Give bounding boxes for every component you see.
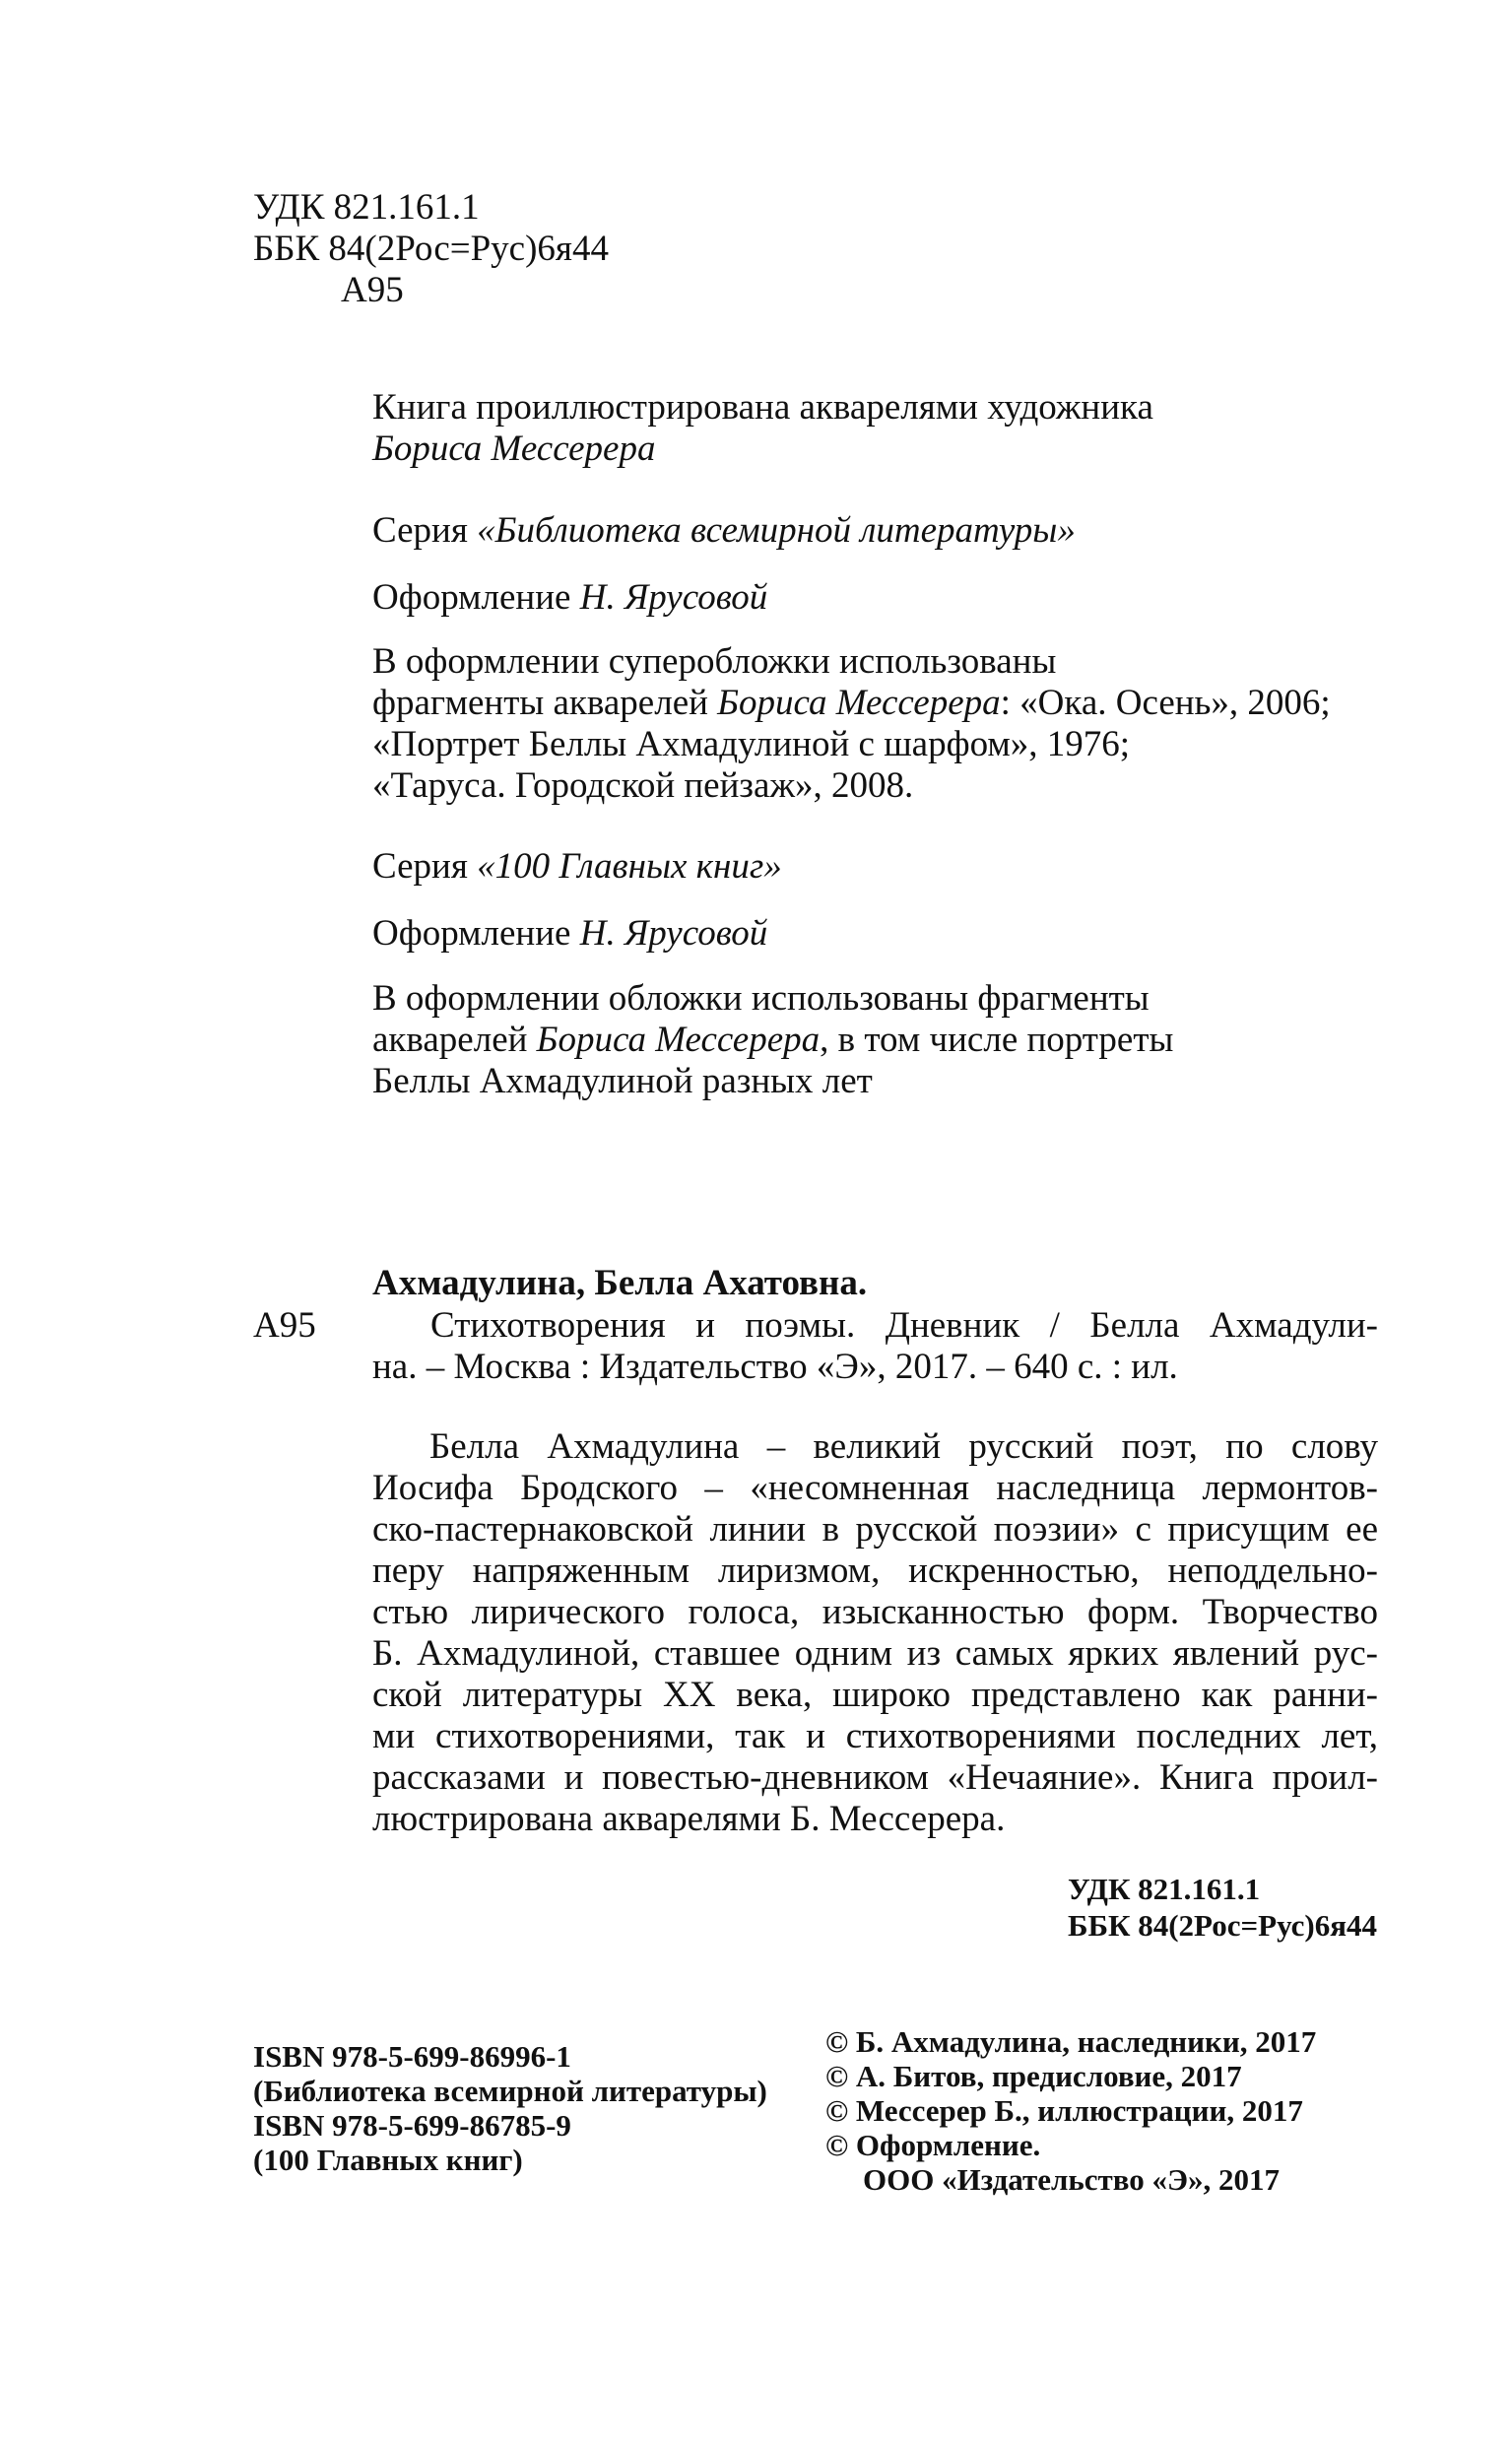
copyright-block [825,2024,1316,2197]
design-2-prefix: Оформление [372,913,580,954]
series-2 [372,846,782,888]
annotation-line: Б. Ахмадулиной, ставшее одним из самых ярких явлений рус- [372,1633,1378,1674]
jacket-line-1: В оформлении суперобложки использованы [372,641,1057,682]
biblio-mark: А95 [253,1305,316,1346]
annotation [372,1426,1378,1840]
annotation-bbk: ББК 84(2Рос=Рус)6я44 [1068,1908,1377,1943]
biblio-desc-line-1: Стихотворения и поэмы. Дневник / Белла Ахмадули- [430,1305,1378,1346]
annotation-last-line: люстрирована акварелями Б. Мессерера. [372,1799,1006,1839]
jacket-line-3: «Портрет Беллы Ахмадулиной с шарфом», 1976; [372,724,1131,764]
cover-line-3: Беллы Ахмадулиной разных лет [372,1061,873,1101]
copyright-line: © Оформление. [825,2128,1041,2162]
author-mark: А95 [341,270,404,310]
cover-line-2-b: , в том числе портреты [820,1020,1174,1060]
cover-line-2-a: акварелей [372,1020,537,1060]
jacket-illustrator: Бориса Мессерера [717,683,1001,723]
isbn-line: ISBN 978-5-699-86785-9 [253,2108,571,2143]
annotation-udk: УДК 821.161.1 [1068,1872,1261,1906]
jacket-line-2-a: фрагменты акварелей [372,683,718,723]
series-1-name: «Библиотека всемирной литературы» [477,510,1076,551]
series-1 [372,510,1076,552]
annotation-line: стью лирического голоса, изысканностью форм. Творчество [372,1592,1378,1632]
cover-line-2 [372,1020,1173,1061]
series-1-prefix: Серия [372,510,478,551]
annotation-line: ской литературы XX века, широко представлено как ранни- [372,1675,1378,1715]
series-2-prefix: Серия [372,846,478,887]
annotation-line: Иосифа Бродского – «несомненная наследница лермонтов- [372,1468,1378,1508]
udk-code: УДК 821.161.1 [253,187,480,228]
design-2-name: Н. Ярусовой [579,913,768,954]
isbn-block [253,2039,767,2177]
series-2-name: «100 Главных книг» [477,846,782,887]
copyright-publisher: ООО «Издательство «Э», 2017 [863,2162,1281,2197]
author-heading: Ахмадулина, Белла Ахатовна. [372,1263,868,1303]
jacket-line-2-b: : «Ока. Осень», 2006; [1000,683,1331,723]
isbn-line: ISBN 978-5-699-86996-1 [253,2039,571,2074]
annotation-line: Белла Ахмадулина – великий русский поэт, по слову [429,1426,1378,1467]
cover-line-1: В оформлении обложки использованы фрагменты [372,978,1150,1019]
biblio-desc-line-2: на. – Москва : Издательство «Э», 2017. – 640 с. : ил. [372,1347,1178,1387]
design-1 [372,577,767,619]
isbn-line: (100 Главных книг) [253,2143,523,2177]
cover-illustrator: Бориса Мессерера [536,1020,821,1060]
design-1-prefix: Оформление [372,577,580,618]
copyright-line: © Б. Ахмадулина, наследники, 2017 [825,2024,1317,2059]
annotation-line: перу напряженным лиризмом, искренностью, неподдельно- [372,1551,1378,1591]
copyright-line: © А. Битов, предисловие, 2017 [825,2059,1242,2093]
jacket-line-4: «Таруса. Городской пейзаж», 2008. [372,765,914,806]
bbk-code: ББК 84(2Рос=Рус)6я44 [253,229,609,269]
illustrated-line: Книга проиллюстрирована акварелями художника [372,387,1153,428]
illustrator-name: Бориса Мессерера [372,429,656,469]
annotation-line: ско-пастернаковской линии в русской поэзии» с присущим ее [372,1509,1378,1550]
annotation-line: ми стихотворениями, так и стихотворениями последних лет, [372,1716,1378,1756]
annotation-line: рассказами и повестью-дневником «Нечаяние». Книга проил- [372,1757,1378,1798]
copyright-line: © Мессерер Б., иллюстрации, 2017 [825,2093,1303,2128]
design-2 [372,913,767,955]
jacket-line-2 [372,683,1331,724]
design-1-name: Н. Ярусовой [579,577,768,618]
isbn-line: (Библиотека всемирной литературы) [253,2074,767,2108]
